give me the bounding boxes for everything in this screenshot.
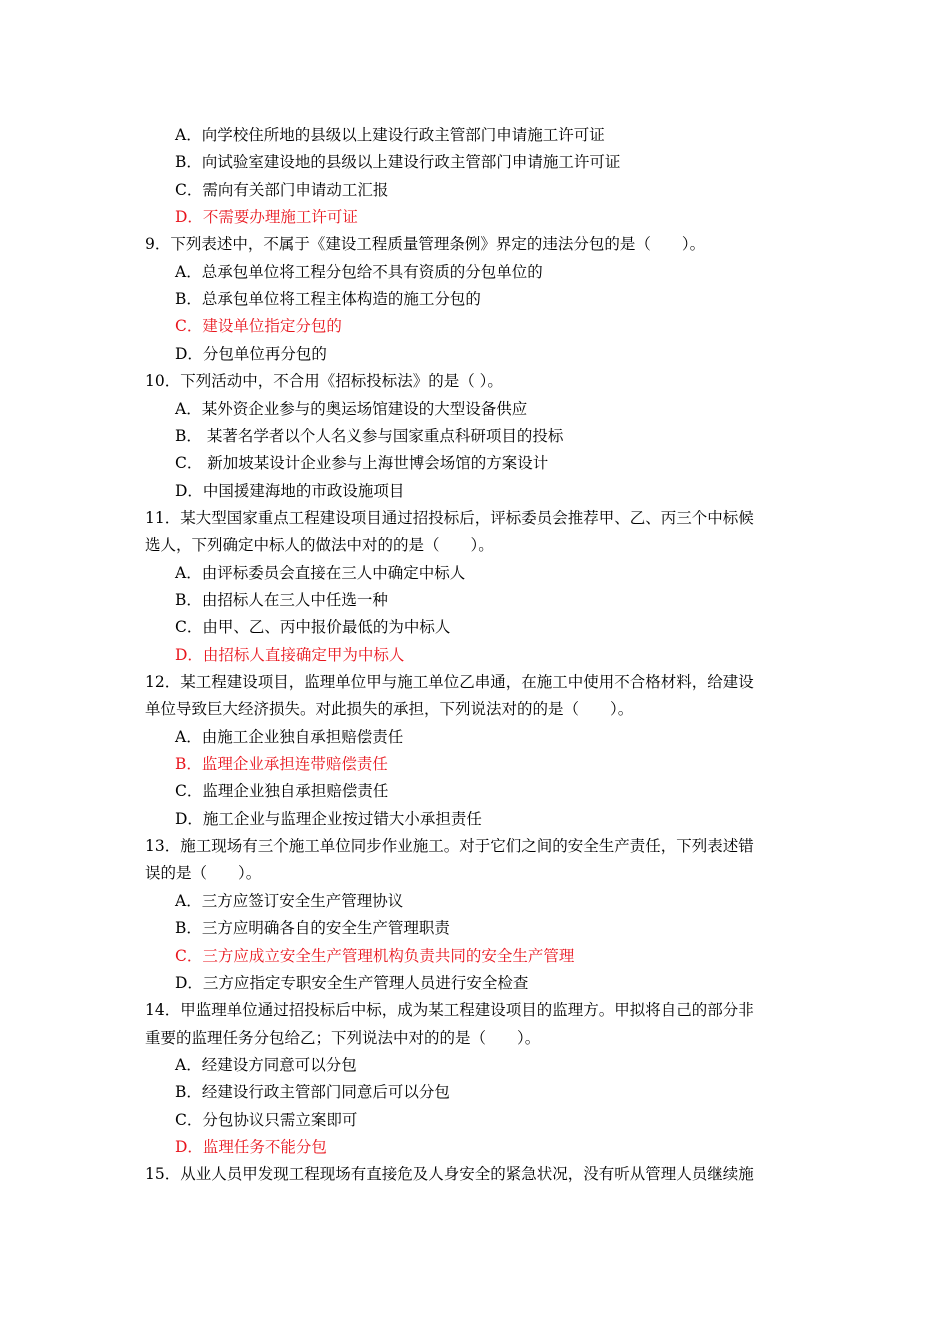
question-text: 9．下列表述中，不属于《建设工程质量管理条例》界定的违法分包的是（ ）。 — [145, 235, 706, 254]
answer-option: C．三方应成立安全生产管理机构负责共同的安全生产管理 — [175, 946, 575, 965]
option-text: B．由招标人在三人中任选一种 — [175, 590, 388, 609]
option-text: B．经建设行政主管部门同意后可以分包 — [175, 1083, 450, 1102]
answer-option: D．不需要办理施工许可证 — [175, 208, 358, 227]
option-text: A．由施工企业独自承担赔偿责任 — [175, 727, 404, 746]
option-text: D．施工企业与监理企业按过错大小承担责任 — [175, 809, 482, 828]
question-text: 11．某大型国家重点工程建设项目通过招投标后，评标委员会推荐甲、乙、丙三个中标候 — [145, 508, 754, 527]
answer-option: D．监理任务不能分包 — [175, 1137, 327, 1156]
option-text: C．由甲、乙、丙中报价最低的为中标人 — [175, 618, 451, 637]
question-text: 13．施工现场有三个施工单位同步作业施工。对于它们之间的安全生产责任，下列表述错 — [145, 837, 754, 856]
option-text: C． 新加坡某设计企业参与上海世博会场馆的方案设计 — [175, 454, 549, 473]
option-text: D．中国援建海地的市政设施项目 — [175, 481, 405, 500]
option-text: A．经建设方同意可以分包 — [175, 1055, 357, 1074]
option-text: A．某外资企业参与的奥运场馆建设的大型设备供应 — [175, 399, 528, 418]
option-text: C．需向有关部门申请动工汇报 — [175, 180, 389, 199]
option-text: A．三方应签订安全生产管理协议 — [175, 891, 404, 910]
question-text: 15．从业人员甲发现工程现场有直接危及人身安全的紧急状况，没有听从管理人员继续施 — [145, 1165, 754, 1184]
option-text: C．分包协议只需立案即可 — [175, 1110, 358, 1129]
question-text: 误的是（ ）。 — [145, 864, 262, 883]
question-text: 10．下列活动中，不合用《招标投标法》的是（ ）。 — [145, 372, 503, 391]
option-text: B．向试验室建设地的县级以上建设行政主管部门申请施工许可证 — [175, 153, 621, 172]
option-text: B．总承包单位将工程主体构造的施工分包的 — [175, 290, 481, 309]
option-text: A．总承包单位将工程分包给不具有资质的分包单位的 — [175, 262, 543, 281]
option-text: A．由评标委员会直接在三人中确定中标人 — [175, 563, 466, 582]
option-text: D．三方应指定专职安全生产管理人员进行安全检查 — [175, 973, 529, 992]
answer-option: B．监理企业承担连带赔偿责任 — [175, 755, 388, 774]
question-text: 单位导致巨大经济损失。对此损失的承担，下列说法对的的是（ ）。 — [145, 700, 634, 719]
question-text: 14．甲监理单位通过招投标后中标，成为某工程建设项目的监理方。甲拟将自己的部分非 — [145, 1001, 754, 1020]
question-text: 选人，下列确定中标人的做法中对的的是（ ）。 — [145, 536, 494, 555]
answer-option: D．由招标人直接确定甲为中标人 — [175, 645, 405, 664]
option-text: B． 某著名学者以个人名义参与国家重点科研项目的投标 — [175, 426, 564, 445]
answer-option: C．建设单位指定分包的 — [175, 317, 342, 336]
option-text: A．向学校住所地的县级以上建设行政主管部门申请施工许可证 — [175, 126, 605, 144]
option-text: D．分包单位再分包的 — [175, 344, 327, 363]
question-text: 12．某工程建设项目，监理单位甲与施工单位乙串通，在施工中使用不合格材料，给建设 — [145, 673, 754, 691]
question-text: 重要的监理任务分包给乙；下列说法中对的的是（ ）。 — [145, 1028, 541, 1047]
option-text: B．三方应明确各自的安全生产管理职责 — [175, 919, 450, 938]
option-text: C．监理企业独自承担赔偿责任 — [175, 782, 389, 801]
